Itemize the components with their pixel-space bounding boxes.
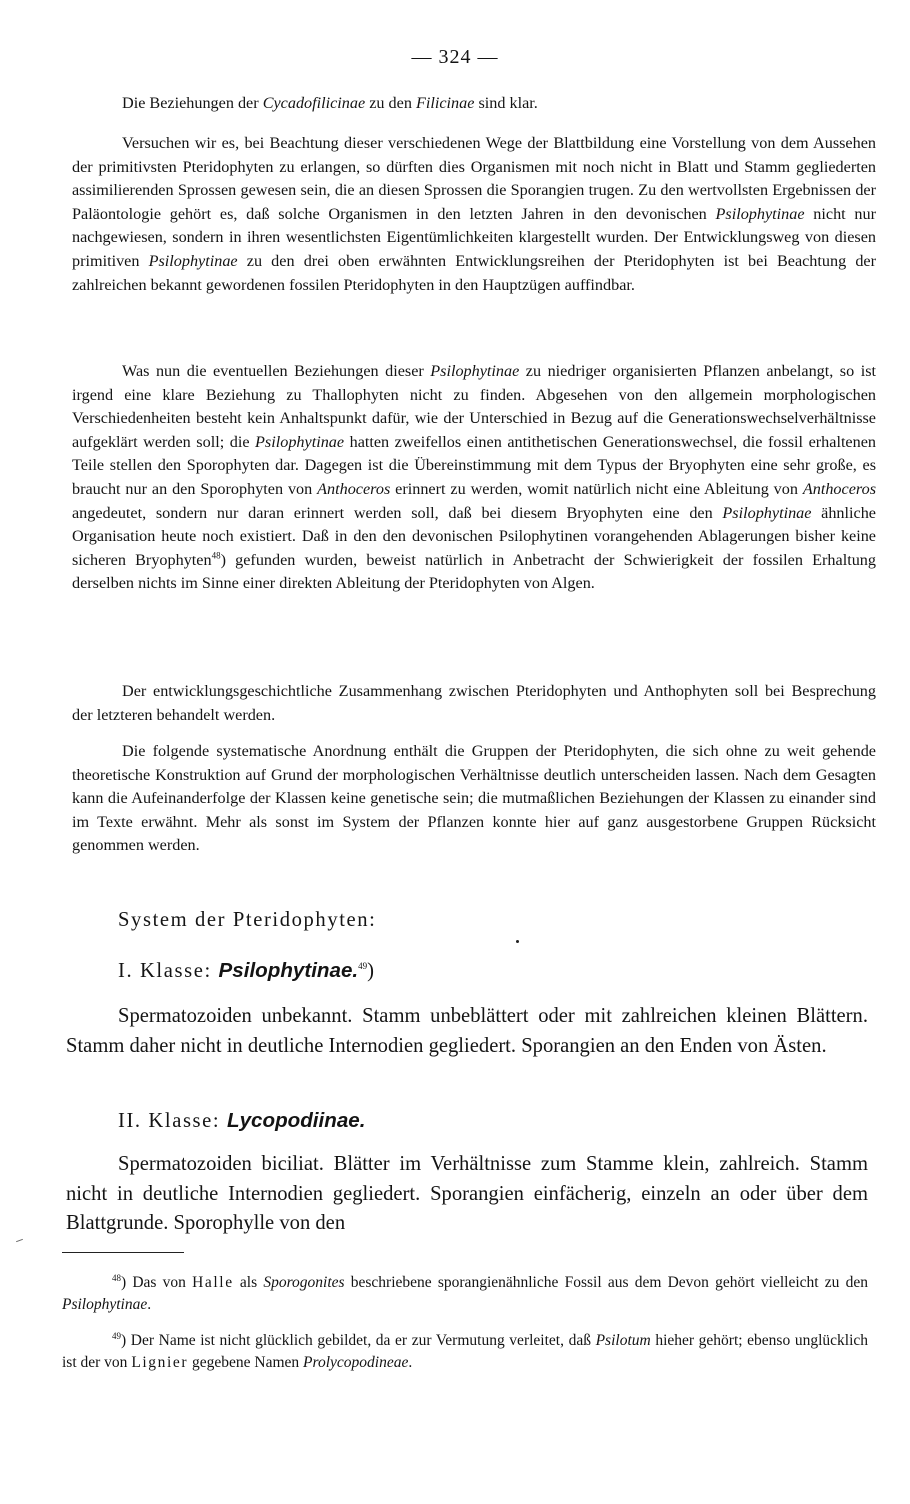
scan-mark — [16, 1239, 23, 1242]
class-1-heading — [118, 956, 858, 987]
text-run: beschriebene sporangienähnliche Fossil aus dem Devon gehört vielleicht zu den — [344, 1274, 868, 1291]
footnote-number: 48 — [112, 1272, 121, 1283]
taxon-name: Psilophytinae — [62, 1296, 148, 1313]
text-run: hieher gehört; ebenso unglücklich ist der von — [62, 1332, 868, 1371]
class-label: I. Klasse: — [118, 960, 219, 982]
text-run: . — [147, 1296, 152, 1313]
text-run: ähnliche Organisation heute noch existiert. Daß in den den devonischen Psilophytinen vorangehenden Ablagerungen bisher keine sicheren Bryophyten — [72, 503, 876, 569]
class-name: Lycopodiinae. — [227, 1109, 366, 1132]
taxon-name: Psilophytinae — [255, 432, 345, 451]
footnote-ref-48: 48 — [211, 550, 221, 561]
footnote-49 — [62, 1330, 868, 1374]
system-heading: System der Pteridophyten: — [118, 909, 377, 931]
text-run: Was nun die eventuellen Beziehungen dieser — [122, 362, 431, 380]
class-2-description: Spermatozoiden biciliat. Blätter im Verhältnisse zum Stamme klein, zahlreich. Stamm nicht in deutliche Internodien gegliedert. Sporangien einfächerig, einzeln an oder über dem Blattgrunde. Sporophylle von den — [66, 1153, 868, 1234]
text-run: Versuchen wir es, bei Beachtung dieser verschiedenen Wege der Blattbildung eine Vorstellung von dem Aussehen der primitivsten Pteridophyten zu erlangen, so dürften dies Organismen mit noch nicht in Blatt und Stamm gegliederten assimilierenden Sprossen gewesen sein, die an diesen Sprossen die Sporangien trugen. Zu den wertvollsten Ergebnissen der Paläontologie gehört es, daß solche Organismen in den letzten Jahren in den devonischen — [72, 134, 876, 223]
text-run: erinnert zu werden, womit natürlich nicht eine Ableitung von — [390, 479, 803, 498]
text-run: nicht nur nachgewiesen, sondern in ihren wesentlichsten Eigentümlichkeiten klargestellt wurden. Der Entwicklungsweg von diesen primitiven — [72, 204, 876, 270]
text-run: gegebene Namen — [188, 1354, 304, 1371]
text-run: ) gefunden wurden, beweist natürlich in Anbetracht der Schwierigkeit der fossilen Erhaltung derselben nichts im Sinne einer direkten Ableitung der Pteridophyten von Algen. — [72, 550, 876, 593]
footnote-48 — [62, 1272, 868, 1316]
taxon-name: Filicinae — [415, 94, 475, 112]
footnote-number: 49 — [112, 1330, 121, 1341]
text-run: als — [233, 1274, 264, 1291]
text-run: ) Das von — [121, 1274, 193, 1291]
scan-speck — [516, 940, 519, 943]
text-run: zu den — [365, 94, 416, 112]
text-run: Die Beziehungen der — [122, 94, 263, 112]
class-2-heading — [118, 1106, 858, 1137]
class-label: II. Klasse: — [118, 1110, 227, 1132]
footnote-ref-49: 49 — [358, 961, 368, 972]
footnote-divider — [62, 1252, 184, 1253]
class-1-description: Spermatozoiden unbekannt. Stamm unbeblättert oder mit zahlreichen kleinen Blättern. Stamm daher nicht in deutliche Internodien gegliedert. Sporangien an den Enden von Ästen. — [66, 1005, 868, 1057]
text-run: . — [408, 1354, 413, 1371]
text-run: zu niedriger organisierten Pflanzen anbelangt, so ist irgend eine klare Beziehung zu Thallophyten nicht zu finden. Abgesehen von den allgemein morphologischen Verschiedenheiten besteht kein Anhaltspunkt dafür, wie der Unterschied in Bezug auf die Generationswechselverhältnisse aufgeklärt werden soll; die — [72, 362, 876, 451]
page-number: — 324 — — [411, 46, 499, 68]
taxon-name: Psilophytinae — [430, 362, 520, 380]
text-run: ) Der Name ist nicht glücklich gebildet, da er zur Vermutung verleitet, daß — [121, 1332, 596, 1349]
paragraph-4: Der entwicklungsgeschichtliche Zusammenhang zwischen Pteridophyten und Anthophyten soll bei Besprechung der letzteren behandelt werden. — [72, 682, 876, 724]
taxon-name: Psilophytinae — [715, 204, 805, 223]
class-name: Psilophytinae. — [218, 959, 359, 982]
text-run: ) — [367, 960, 375, 982]
paragraph-2 — [72, 132, 876, 297]
taxon-name: Prolycopodineae — [303, 1354, 409, 1371]
author-name: Halle — [192, 1274, 234, 1291]
paragraph-1 — [72, 92, 876, 116]
author-name: Lignier — [131, 1354, 189, 1371]
taxon-name: Anthoceros — [802, 479, 876, 498]
paragraph-3 — [72, 360, 876, 596]
text-run: angedeutet, sondern nur daran erinnert werden soll, daß bei diesem Bryophyten eine den — [72, 503, 723, 522]
taxon-name: Sporogonites — [263, 1274, 345, 1291]
taxon-name: Cycadofilicinae — [262, 94, 366, 112]
taxon-name: Psilotum — [595, 1332, 651, 1349]
paragraph-5: Die folgende systematische Anordnung enthält die Gruppen der Pteridophyten, die sich ohne zu weit gehende theoretische Konstruktion auf Grund der morphologischen Verhältnisse deutlich unterscheiden lassen. Nach dem Gesagten kann die Aufeinanderfolge der Klassen keine genetische sein; die mutmaßlichen Beziehungen der Klassen zu einander sind im Texte erwähnt. Mehr als sonst im System der Pflanzen konnte hier auf ganz ausgestorbene Gruppen Rücksicht genommen werden. — [72, 742, 876, 855]
text-run: sind klar. — [474, 94, 538, 112]
taxon-name: Anthoceros — [317, 479, 391, 498]
taxon-name: Psilophytinae — [722, 503, 812, 522]
taxon-name: Psilophytinae — [148, 251, 238, 270]
text-run: zu den drei oben erwähnten Entwicklungsreihen der Pteridophyten ist bei Beachtung der zahlreichen bekannt gewordenen fossilen Pteridophyten in den Hauptzügen auffindbar. — [72, 251, 876, 294]
text-run: hatten zweifellos einen antithetischen Generationswechsel, die fossil erhaltenen Teile stellen den Sporophyten dar. Dagegen ist die Übereinstimmung mit dem Typus der Bryophyten eine sehr große, es braucht nur an den Sporophyten von — [72, 432, 876, 498]
